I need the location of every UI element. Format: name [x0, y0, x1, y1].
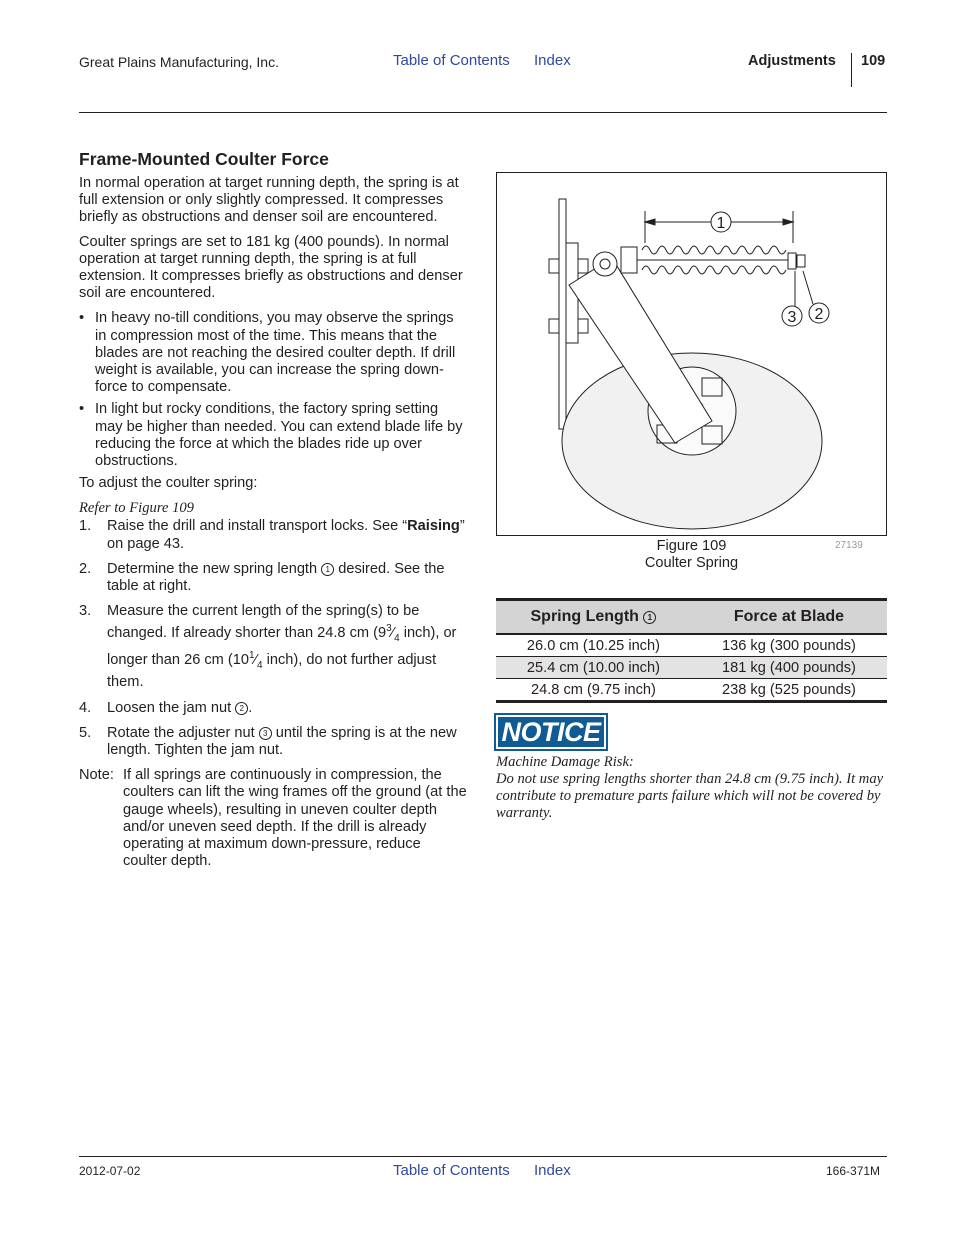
step-1 — [79, 518, 467, 552]
callout-3-label: 3 — [787, 309, 797, 326]
callout-1-symbol: 1 — [643, 611, 656, 624]
notice-risk: Machine Damage Risk: — [496, 754, 634, 770]
callout-1-symbol: 1 — [321, 563, 334, 576]
step-number: 4. — [79, 699, 92, 716]
note-label: Note: — [79, 767, 114, 784]
figure-number: Figure 109 — [656, 538, 727, 554]
callout-1-label: 1 — [716, 215, 726, 232]
toc-link[interactable]: Table of Contents — [393, 52, 510, 69]
figure-frame — [496, 172, 887, 536]
step-text: inch), or longer than 26 cm (10 — [107, 625, 457, 669]
table-cell: 26.0 cm (10.25 inch) — [496, 634, 691, 657]
step-text: Raise the drill and install transport locks. See “ — [107, 518, 408, 535]
step-number: 3. — [79, 603, 92, 620]
notice-text-block — [496, 754, 888, 822]
coulter-spring — [621, 246, 805, 274]
intro-text: To adjust the coulter spring: — [79, 475, 258, 492]
step-text: desired. See the table at right. — [107, 560, 445, 595]
index-link[interactable]: Index — [534, 52, 571, 69]
step-text: Loosen the jam nut — [107, 699, 232, 716]
column-header-spring-length — [496, 600, 691, 635]
table-row — [496, 679, 887, 702]
paragraph-2: Coulter springs are set to 181 kg (400 pounds). In normal operation at target running depth, the spring is at full extension. It compresses briefly as obstructions and denser soil are encountered. — [79, 233, 463, 302]
figure-title: Coulter Spring — [644, 555, 739, 571]
step-3 — [79, 603, 467, 691]
left-column — [79, 149, 467, 870]
step-text: Rotate the adjuster nut — [107, 724, 255, 741]
section-name: Adjustments — [748, 53, 836, 69]
fraction-slash: ⁄ — [254, 652, 257, 669]
table-row — [496, 657, 887, 679]
step-text: inch), do not further adjust them. — [107, 652, 437, 691]
footer-toc-link[interactable]: Table of Contents — [393, 1162, 510, 1179]
bullet-light-rocky: • In light but rocky conditions, the factory spring setting may be higher than needed. You can extend blade life by reducing the force at which the blades ride up over obstructions. — [79, 401, 467, 470]
step-4: 4. Loosen the jam nut 2 . — [79, 699, 253, 716]
column-header-force: Force at Blade — [691, 600, 887, 635]
section-heading: Frame-Mounted Coulter Force — [79, 149, 329, 169]
fraction-numerator: 3 — [386, 623, 392, 635]
fraction-numerator: 1 — [248, 650, 255, 662]
table-cell: 238 kg (525 pounds) — [691, 679, 887, 702]
spring-force-table — [496, 598, 887, 703]
step-text: Measure the current length of the spring(s) to be changed. If already shorter than 24.8 cm (9 — [107, 603, 420, 642]
step-number: 5. — [79, 724, 92, 741]
note-text: If all springs are continuously in compression, the coulters can lift the wing frames off the ground (at the gauge wheels), resulting in uneven coulter depth and/or uneven seed depth. If the drill is already operating at maximum down-pressure, reduce coulter depth. — [123, 767, 467, 870]
table-cell: 24.8 cm (9.75 inch) — [496, 679, 691, 702]
table-cell: 181 kg (400 pounds) — [691, 657, 887, 679]
bullet-heavy-no-till: • In heavy no-till conditions, you may observe the springs in compression most of the time. This means that the blades are not reaching the desired coulter depth. If drill weight is available, you can increase the spring down-force to compensate. — [79, 310, 467, 396]
coulter-spring-illustration — [497, 173, 886, 535]
step-text: ” on page 43. — [107, 518, 465, 552]
fraction-denominator: 4 — [256, 660, 263, 672]
step-2 — [79, 561, 467, 595]
figure-reference: Refer to Figure 109 — [79, 500, 194, 517]
fraction-denominator: 4 — [394, 633, 400, 645]
footer-rule — [79, 1156, 887, 1157]
step-5 — [79, 725, 467, 759]
step-text: until the spring is at the new length. Tighten the jam nut. — [107, 724, 457, 759]
frame-bar — [559, 199, 566, 429]
table-row — [496, 634, 887, 657]
table-cell: 25.4 cm (10.00 inch) — [496, 657, 691, 679]
header-rule — [79, 112, 887, 113]
note — [79, 767, 467, 870]
page-number: 109 — [861, 53, 886, 69]
callout-2-symbol: 2 — [235, 702, 248, 715]
header-divider — [851, 53, 852, 87]
paragraph-1: In normal operation at target running depth, the spring is at full extension or only slightly compressed. It compresses briefly as obstructions and denser soil are encountered. — [79, 175, 459, 226]
column-header-text: Spring Length — [530, 608, 639, 625]
raising-link: Raising — [407, 518, 460, 535]
table-cell: 136 kg (300 pounds) — [691, 634, 887, 657]
figure-caption — [496, 538, 887, 572]
notice-badge: NOTICE — [498, 717, 604, 747]
fraction-slash: ⁄ — [391, 625, 395, 642]
footer-date: 2012-07-02 — [79, 1164, 141, 1178]
company-name: Great Plains Manufacturing, Inc. — [79, 54, 279, 70]
step-number: 2. — [79, 560, 92, 577]
step-text: Determine the new spring length — [107, 560, 318, 577]
callout-3-symbol: 3 — [259, 727, 272, 740]
footer-doc-number: 166-371M — [826, 1164, 881, 1178]
art-number: 27139 — [835, 540, 863, 551]
footer-index-link[interactable]: Index — [534, 1162, 571, 1179]
notice-text: Do not use spring lengths shorter than 24.8 cm (9.75 inch). It may contribute to premature parts failure which will not be covered by warranty. — [496, 771, 884, 821]
step-number: 1. — [79, 518, 92, 535]
callout-2-label: 2 — [814, 306, 824, 323]
